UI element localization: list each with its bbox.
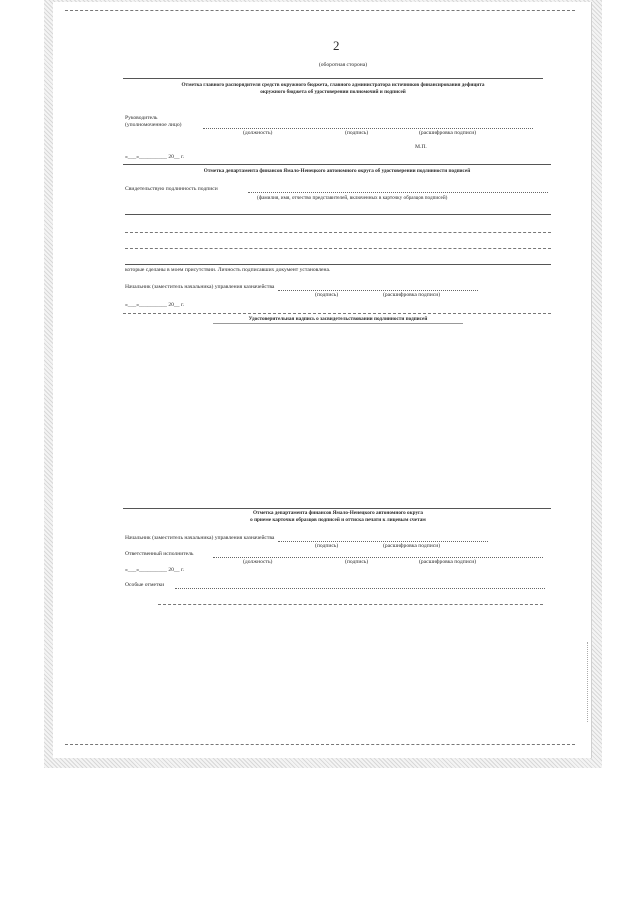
caption-signature-1: (подпись) — [345, 130, 369, 136]
executor-label: Ответственный исполнитель — [125, 551, 194, 557]
caption-decoding-2: (расшифровка подписи) — [383, 292, 441, 298]
witness-row-4 — [125, 264, 551, 265]
right-margin-dots — [587, 642, 588, 722]
witness-row-1 — [125, 214, 551, 215]
chief-line-2 — [278, 290, 478, 291]
executor-line — [213, 557, 543, 558]
section1-title-line2: окружного бюджета об удостоверении полномочий и подписей — [260, 89, 406, 95]
section2-title: Отметка департамента финансов Ямало-Ненецкого автономного округа об удостоверении подлинности подписей — [203, 168, 471, 174]
date-1: «___»__________ 20__ г. — [125, 154, 184, 160]
notary-title: Удостоверительная надпись о засвидетельствовании подлинности подписей — [248, 316, 428, 322]
caption-signature-3b: (подпись) — [345, 559, 369, 565]
caption-position-1: (должность) — [243, 130, 273, 136]
reverse-side-label: (оборотная сторона) — [318, 62, 368, 68]
witness-caption: (фамилия, имя, отчество представителей, включенных в карточку образцов подписей) — [257, 195, 448, 201]
bottom-edge-line — [65, 744, 575, 745]
section3-title-line1: Отметка департамента финансов Ямало-Ненецкого автономного округа — [252, 510, 423, 516]
document-page — [53, 2, 592, 758]
scan-border — [44, 0, 602, 768]
caption-signature-3: (подпись) — [315, 543, 339, 549]
witness-line — [248, 192, 548, 193]
section1-title-line1: Отметка главного распорядителя средств окружного бюджета, главного администратора источников финансирования дефицита — [181, 82, 485, 88]
caption-decoding-1: (расшифровка подписи) — [419, 130, 477, 136]
section1-top-rule — [123, 78, 543, 79]
witness-row-2 — [125, 232, 551, 233]
witness-row-3 — [125, 248, 551, 249]
section3-top-rule — [123, 508, 551, 509]
date-2: «___»__________ 20__ г. — [125, 302, 184, 308]
made-in-presence: которые сделаны в моем присутствии. Личность подписавших документ установлена. — [125, 267, 331, 273]
page-number: 2 — [333, 38, 340, 53]
caption-signature-2: (подпись) — [315, 292, 339, 298]
caption-position-3: (должность) — [243, 559, 273, 565]
date-3: «___»__________ 20__ г. — [125, 567, 184, 573]
head-label-2: (уполномоченное лицо) — [125, 122, 182, 128]
caption-decoding-3: (расшифровка подписи) — [383, 543, 441, 549]
notes-label: Особые отметки — [125, 582, 165, 588]
section3-title-line2: о приеме карточки образцов подписей и оттиска печати к лицевым счетам — [250, 517, 426, 523]
head-signature-line — [203, 128, 533, 129]
section2-bottom-rule — [123, 313, 551, 314]
notary-title-underline — [213, 323, 463, 324]
notes-line-2 — [158, 604, 543, 605]
chief-label-3: Начальник (заместитель начальника) управления казначейства — [125, 535, 275, 541]
top-edge-line — [65, 10, 575, 11]
witness-label: Свидетельствую подлинность подписи — [125, 186, 218, 192]
stamp-label: М.П. — [415, 144, 427, 150]
chief-line-3 — [278, 541, 488, 542]
caption-decoding-3b: (расшифровка подписи) — [419, 559, 477, 565]
chief-label-2: Начальник (заместитель начальника) управления казначейства — [125, 284, 275, 290]
head-label-1: Руководитель — [125, 115, 158, 121]
notes-line-1 — [175, 588, 545, 589]
section2-top-rule — [123, 164, 551, 165]
